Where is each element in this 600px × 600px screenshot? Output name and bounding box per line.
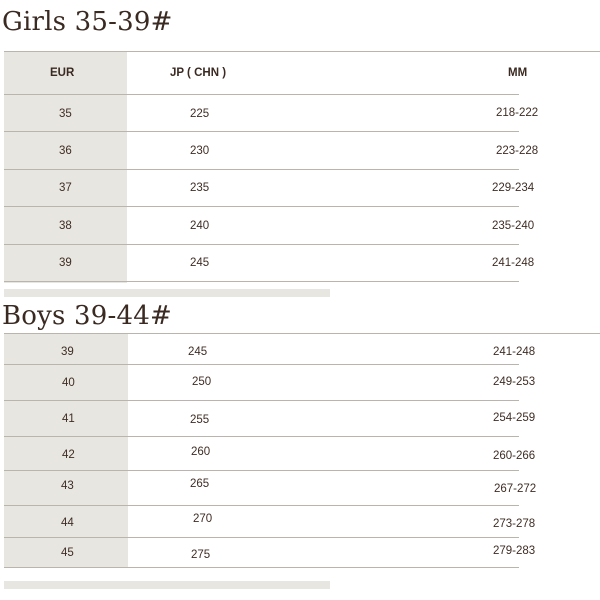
mm-cell: 273-278: [493, 518, 536, 530]
mm-cell: 241-248: [493, 346, 536, 358]
table-row: [4, 334, 536, 365]
eur-cell: 41: [62, 413, 75, 425]
table-row: [4, 471, 537, 506]
boys-section-title: Boys 39-44#: [2, 301, 172, 331]
eur-cell: 38: [59, 220, 72, 232]
mm-cell: 260-266: [493, 450, 536, 462]
eur-cell: 39: [59, 257, 72, 269]
table-row: [4, 245, 535, 282]
jp-cell: 235: [190, 182, 210, 194]
mm-cell: 235-240: [492, 220, 535, 232]
row-divider: [4, 281, 519, 282]
jp-cell: 245: [190, 257, 210, 269]
jp-cell: 250: [192, 376, 212, 388]
jp-cell: 225: [190, 108, 210, 120]
table-row: [4, 365, 536, 401]
mm-cell: 223-228: [496, 145, 539, 157]
boys-size-table: [4, 334, 600, 568]
mm-cell: 218-222: [496, 107, 539, 119]
mm-cell: 279-283: [493, 545, 536, 557]
eur-cell: 37: [59, 182, 72, 194]
table-row: [4, 401, 536, 437]
jp-cell: 245: [188, 346, 208, 358]
eur-cell: 45: [61, 547, 74, 559]
eur-cell: 42: [62, 449, 75, 461]
jp-cell: 240: [190, 220, 210, 232]
girls-footer-bar: [4, 289, 330, 297]
eur-cell: 39: [61, 346, 74, 358]
jp-cell: 255: [190, 414, 210, 426]
table-row: [4, 132, 539, 170]
jp-column-header: JP ( CHN ): [170, 67, 227, 79]
mm-cell: 254-259: [493, 412, 536, 424]
eur-cell: 44: [61, 517, 74, 529]
eur-cell: 35: [59, 108, 72, 120]
girls-size-table: [4, 52, 600, 283]
jp-cell: 265: [190, 478, 210, 490]
table-row: [4, 95, 539, 132]
mm-cell: 267-272: [494, 483, 537, 495]
table-row: [4, 207, 535, 245]
jp-cell: 230: [190, 145, 210, 157]
eur-cell: 43: [61, 480, 74, 492]
jp-cell: 270: [193, 513, 213, 525]
mm-cell: 249-253: [493, 376, 536, 388]
boys-footer-bar: [4, 581, 330, 589]
table-row: [4, 170, 535, 207]
eur-column-header: EUR: [50, 67, 75, 79]
mm-cell: 229-234: [492, 182, 535, 194]
girls-section-title: Girls 35-39#: [2, 7, 173, 37]
table-row: [4, 538, 536, 568]
girls-table-header: [4, 52, 528, 95]
row-divider: [4, 567, 519, 568]
table-row: [4, 437, 536, 471]
eur-cell: 36: [59, 145, 72, 157]
table-row: [4, 506, 536, 538]
eur-cell: 40: [62, 377, 75, 389]
mm-cell: 241-248: [492, 257, 535, 269]
mm-column-header: MM: [508, 67, 528, 79]
jp-cell: 260: [191, 446, 211, 458]
jp-cell: 275: [191, 549, 211, 561]
